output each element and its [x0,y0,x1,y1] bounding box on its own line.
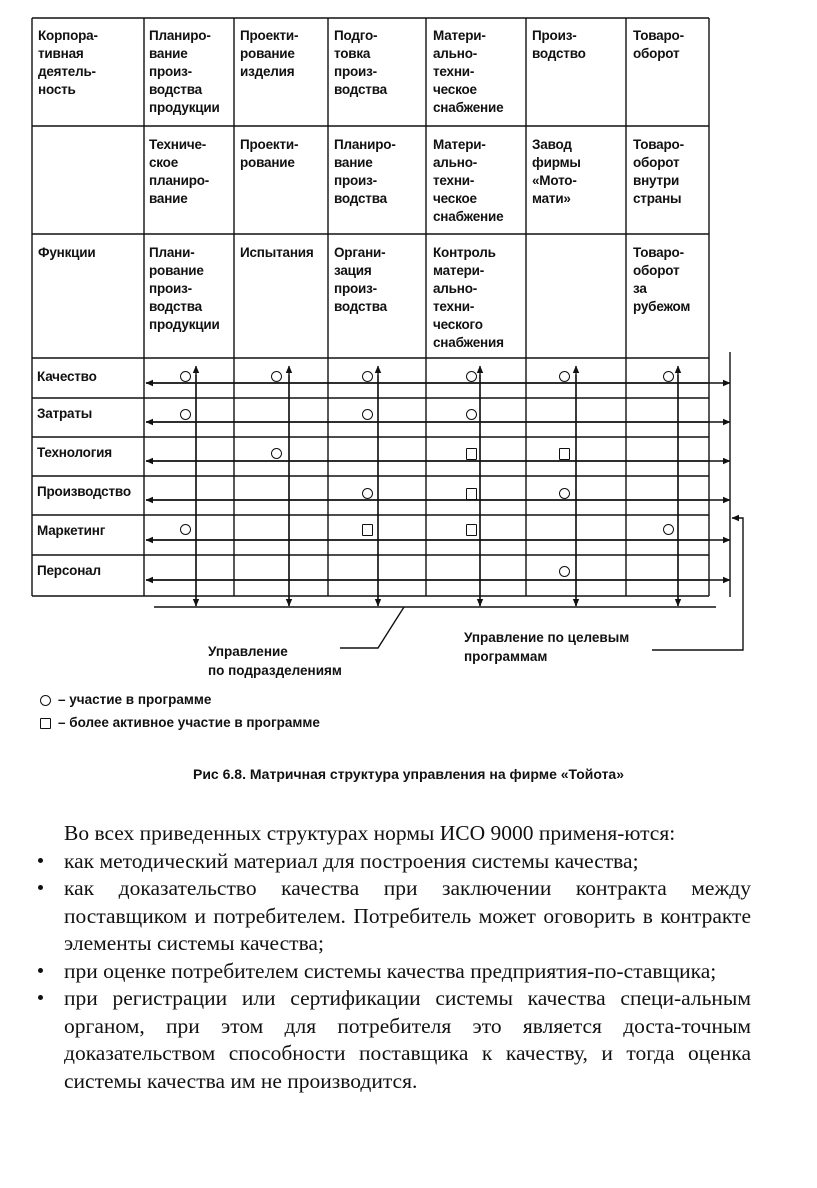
participation-circle-icon [663,524,674,535]
active-participation-square-icon [466,524,477,536]
col6-function: Товаро- оборот за рубежом [633,245,691,314]
col2-function: Испытания [240,245,314,260]
participation-circle-icon [271,371,282,382]
participation-circle-icon [663,371,674,382]
col3-middle: Планиро- вание произ- водства [334,137,396,206]
corporate-activity-label: Корпора- тивная деятель- ность [38,28,98,97]
divisions-leader [340,607,404,648]
active-participation-square-icon [466,488,477,500]
legend-circle-text: – участие в программе [58,692,212,707]
active-participation-square-icon [466,448,477,460]
col3-function: Органи- зация произ- водства [334,245,387,314]
col5-top: Произ- водство [532,28,586,61]
col5-middle: Завод фирмы «Мото- мати» [532,137,581,206]
participation-circle-icon [466,409,477,420]
bullet-list [36,848,751,1096]
figure-caption: Рис 6.8. Матричная структура управления на фирме «Тойота» [192,766,624,782]
participation-circle-icon [559,488,570,499]
body-text [36,820,751,1095]
col1-function: Плани- рование произ- водства продукции [149,245,220,332]
row-label-technology: Технология [37,445,112,460]
participation-circle-icon [180,409,191,420]
bullet-item: как доказательство качества при заключении контракта между поставщиком и потребителем. Потребитель может оговорить в контракте элементы системы качества; [36,875,751,958]
participation-circle-icon [466,371,477,382]
row-label-marketing: Маркетинг [37,523,106,538]
active-participation-square-icon [362,524,373,536]
participation-circle-icon [362,488,373,499]
participation-circle-icon [362,371,373,382]
row-label-production: Производство [37,484,131,499]
participation-circle-icon [559,371,570,382]
col4-function: Контроль матери- ально- техни- ческого снабжения [433,245,504,350]
bullet-item: при оценке потребителем системы качества предприятия-по-ставщика; [36,958,751,986]
bullet-item: при регистрации или сертификации системы качества специ-альным органом, при этом для потребителя это является доста-точным доказательством способности поставщика к качеству, и тогда оценка системы качества им не производится. [36,985,751,1095]
participation-circle-icon [180,371,191,382]
legend-square-icon [40,718,51,729]
row-label-quality: Качество [37,369,97,384]
active-participation-square-icon [559,448,570,460]
divisions-bus-label: Управление по подразделениям [208,644,342,678]
col1-top: Планиро- вание произ- водства продукции [149,28,220,115]
programs-bus-label: Управление по целевым программам [464,630,630,664]
participation-circle-icon [271,448,282,459]
participation-circle-icon [362,409,373,420]
participation-circle-icon [559,566,570,577]
functions-label: Функции [38,245,96,260]
body-intro: Во всех приведенных структурах нормы ИСО 9000 применя-ются: [64,821,676,845]
legend-square-text: – более активное участие в программе [58,715,320,730]
col6-middle: Товаро- оборот внутри страны [633,137,684,206]
col6-top: Товаро- оборот [633,28,684,61]
bullet-item: как методический материал для построения системы качества; [36,848,751,876]
col4-top: Матери- ально- техни- ческое снабжение [433,28,504,115]
col4-middle: Матери- ально- техни- ческое снабжение [433,137,504,224]
participation-circle-icon [180,524,191,535]
row-label-costs: Затраты [37,406,93,421]
legend-circle-icon [40,695,51,706]
col3-top: Подго- товка произ- водства [334,28,387,97]
col1-middle: Техниче- ское планиро- вание [149,137,210,206]
row-label-personnel: Персонал [37,563,101,578]
col2-middle: Проекти- рование [240,137,299,170]
col2-top: Проекти- рование изделия [240,28,299,79]
